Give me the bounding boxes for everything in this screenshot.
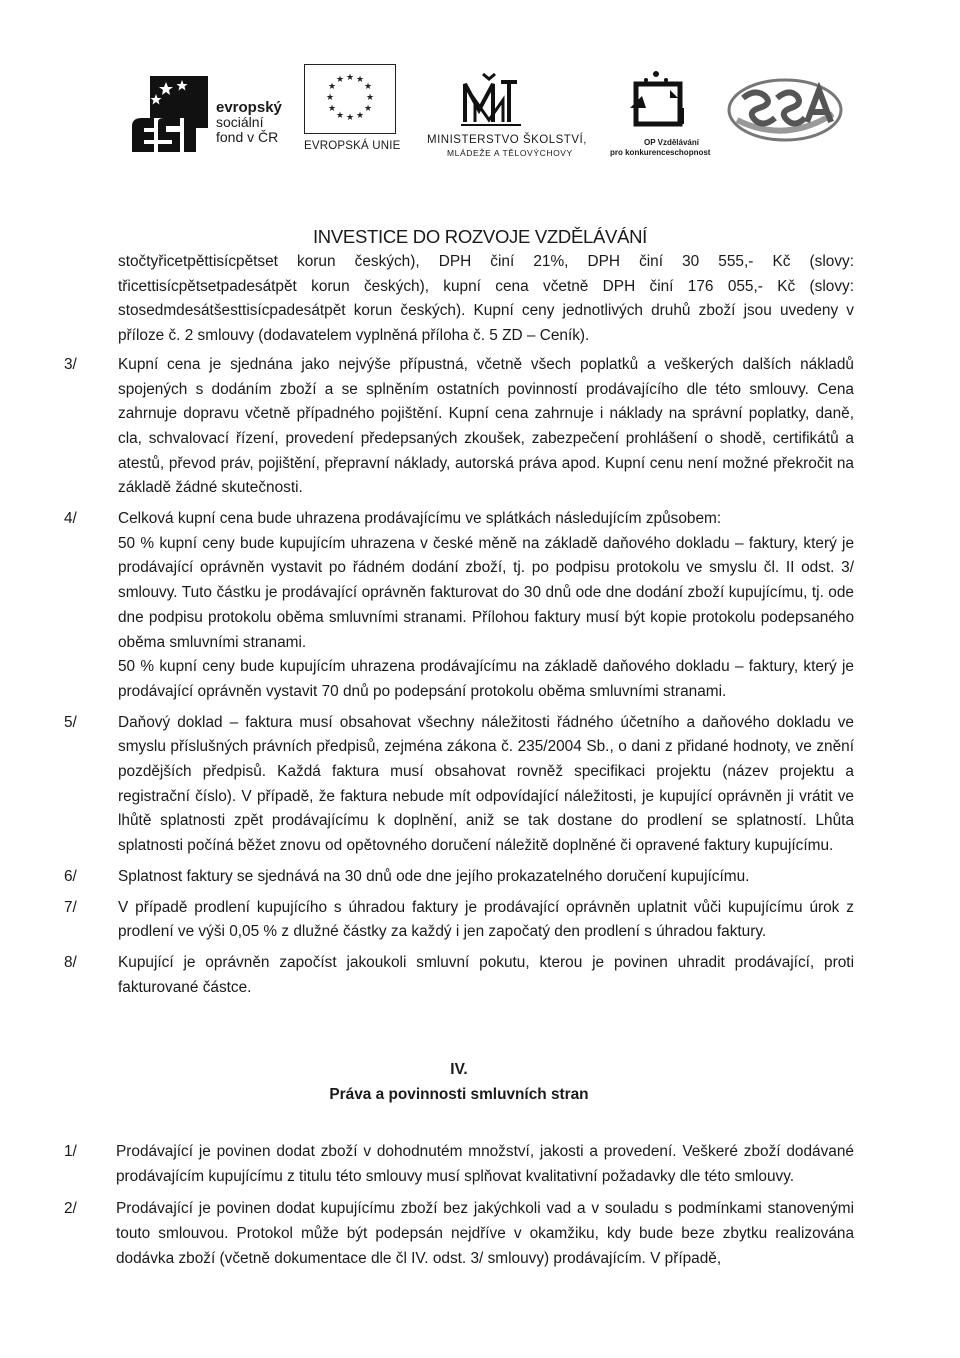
clause-text: 50 % kupní ceny bude kupujícím uhrazena prodávajícímu na základě daňového dokladu – faktury, který je prodávající oprávněn vystavit 70 dnů po podepsání protokolu oběma smluvními stranami. [118, 658, 854, 700]
clause-number: 8/ [64, 953, 77, 971]
clause-text: 50 % kupní ceny bude kupujícím uhrazena v české měně na základě daňového dokladu – faktury, který je prodávající oprávněn vystavit po řádném dodání zboží, tj. po podpisu protokolu ve smyslu čl. II odst. 3/ smlouvy. Tuto částku je prodávající oprávněn fakturovat do 30 dnů ode dne dodání zboží kupujícímu, tj. ode dne podpisu protokolu oběma smluvními stranami. Přílohou faktury musí být kopie protokolu podepsaného oběma smluvními stranami. [118, 534, 854, 651]
clause-text: Daňový doklad – faktura musí obsahovat všechny náležitosti řádného účetního a daňového dokladu ve smyslu příslušných právních předpisů, zejména zákona č. 235/2004 Sb., o dani z přidané hodnoty, ve znění pozdějších předpisů. Každá faktura musí obsahovat rovněž specifikaci projektu (název projektu a registrační číslo). V případě, že faktura nebude mít odpovídající náležitosti, je kupující oprávněn ji vrátit ve lhůtě splatnosti zpět prodávajícímu k doplnění, aniž se tak dostane do prodlení se splatností. Lhůta splatnosti počíná běžet znovu od opětovného doručení náležitě doplněné či opravené faktury kupujícímu. [118, 713, 854, 855]
msmt-line-2: MLÁDEŽE A TĚLOVÝCHOVY [447, 148, 573, 158]
op-emblem-icon [626, 68, 686, 132]
op-line-2: pro konkurenceschopnost [610, 148, 711, 157]
clause-number: 1/ [64, 1142, 77, 1160]
section-clause-2 [64, 1197, 854, 1271]
op-line-1: OP Vzdělávání [644, 138, 699, 147]
clause-number: 6/ [64, 867, 77, 885]
clause-number: 7/ [64, 898, 77, 916]
svg-text:★: ★ [365, 93, 375, 103]
svg-text:★: ★ [345, 113, 355, 123]
svg-text:★: ★ [335, 75, 345, 85]
header-logos [120, 60, 850, 247]
intro-paragraph: stočtyřicetpěttisícpětset korun českých), DPH činí 21%, DPH činí 30 555,- Kč (slovy: třicettisícpětsetpadesátpět korun českých), kupní cena včetně DPH činí 176 055,- Kč (slovy: stosedmdesátšesttisícpadesátpět korun českých). Kupní ceny jednotlivých druhů zboží jsou uvedeny v příloze č. 2 smlouvy (dodavatelem vyplněná příloha č. 5 ZD – Ceník). [118, 253, 854, 345]
clause-3 [64, 353, 854, 501]
clause-8 [64, 951, 854, 1000]
msmt-logo [425, 70, 625, 156]
svg-text:★: ★ [355, 75, 365, 85]
clause-text: Kupující je oprávněn započíst jakoukoli smluvní pokutu, kterou je povinen uhradit prodávající, proti fakturované částce. [118, 953, 854, 996]
section-clause-1 [64, 1140, 854, 1189]
esf-mark-icon [132, 74, 212, 154]
document-body [64, 250, 854, 1279]
esf-line-1: evropský [216, 99, 282, 116]
ssa-logo-mark-icon [725, 74, 843, 144]
clause-number: 3/ [64, 355, 77, 373]
msmt-line-1: MINISTERSTVO ŠKOLSTVÍ, [427, 134, 587, 146]
op-logo [600, 68, 720, 158]
esf-line-2: sociální [216, 114, 264, 130]
svg-text:★: ★ [327, 104, 337, 114]
clause-7 [64, 896, 854, 945]
clause-number: 5/ [64, 713, 77, 731]
svg-text:★: ★ [327, 82, 337, 92]
esf-line-3: fond v ČR [216, 129, 279, 145]
svg-text:★: ★ [325, 93, 335, 103]
msmt-monogram-icon [461, 70, 525, 128]
eu-logo [304, 64, 414, 156]
svg-text:★: ★ [363, 104, 373, 114]
clause-6 [64, 865, 854, 890]
esf-logo [132, 74, 302, 154]
clause-number: 4/ [64, 510, 77, 528]
ssa-logo [725, 74, 855, 154]
clause-text: V případě prodlení kupujícího s úhradou faktury je prodávající oprávněn uplatnit vůči kupujícímu úrok z prodlení ve výši 0,05 % z dlužné částky za každý i jen započatý den prodlení s úhradou faktury. [118, 898, 854, 941]
svg-text:★: ★ [355, 111, 365, 121]
clause-5 [64, 711, 854, 859]
svg-text:★: ★ [363, 82, 373, 92]
section-number: IV. [450, 1061, 468, 1079]
clause-text: Prodávající je povinen dodat zboží v dohodnutém množství, jakosti a provedení. Veškeré zboží dodávané prodávajícím kupujícímu z titulu této smlouvy musí splňovat kvalitativní požadavky dle této smlouvy. [116, 1142, 854, 1185]
section-title: Práva a povinnosti smluvních stran [329, 1086, 589, 1104]
clause-text: Prodávající je povinen dodat kupujícímu zboží bez jakýchkoli vad a v souladu s podmínkami stanovenými touto smlouvou. Protokol může být podepsán nejdříve v okamžiku, kdy bude beze zbytku realizována dodávka zboží (včetně dokumentace dle čl IV. odst. 3/ smlouvy) prodávajícím. V případě, [116, 1200, 854, 1267]
clause-4 [64, 507, 854, 705]
slogan: INVESTICE DO ROZVOJE VZDĚLÁVÁNÍ [312, 226, 648, 247]
clause-text: Celková kupní cena bude uhrazena prodávajícímu ve splátkách následujícím způsobem: [118, 510, 722, 528]
eu-flag-icon [304, 64, 396, 134]
svg-text:★: ★ [335, 111, 345, 121]
clause-text: Splatnost faktury se sjednává na 30 dnů ode dne jejího prokazatelného doručení kupujícímu. [118, 867, 750, 885]
clause-text: Kupní cena je sjednána jako nejvýše přípustná, včetně všech poplatků a veškerých dalších nákladů spojených s dodáním zboží a se splněním ostatních povinností prodávajícího dle této smlouvy. Cena zahrnuje dopravu včetně případného pojištění. Kupní cena zahrnuje i náklady na správní poplatky, daně, cla, schvalovací řízení, provedení předepsaných zkoušek, zabezpečení prohlášení o shodě, certifikátů a atestů, převod práv, pojištění, přepravní náklady, autorská práva apod. Kupní cenu není možné překročit na základě žádné skutečnosti. [118, 355, 854, 497]
eu-label: EVROPSKÁ UNIE [304, 140, 401, 152]
svg-text:★: ★ [345, 73, 355, 83]
clause-number: 2/ [64, 1200, 77, 1218]
